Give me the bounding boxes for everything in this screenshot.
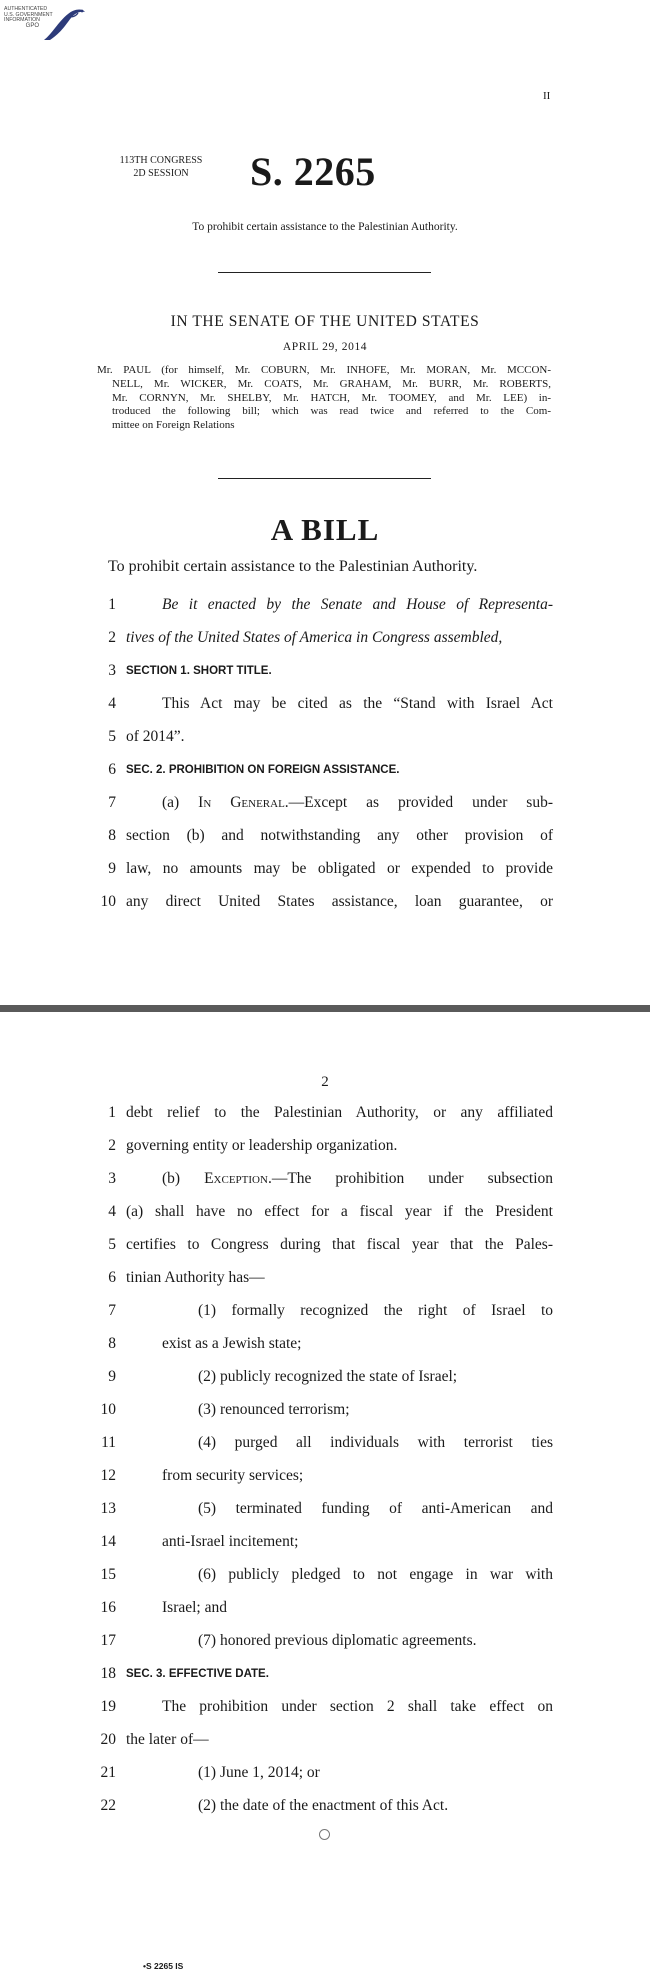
subsection-text: tinian Authority has— xyxy=(126,1269,265,1286)
line-number: 5 xyxy=(108,1236,116,1253)
paragraph-text: (1) formally recognized the right of Israel to xyxy=(198,1302,553,1319)
subsection-text: governing entity or leadership organization. xyxy=(126,1137,398,1154)
subsection-text: debt relief to the Palestinian Authority, or any affiliated xyxy=(126,1104,553,1121)
line-number: 6 xyxy=(108,761,116,778)
section-heading: SECTION 1. SHORT TITLE. xyxy=(126,665,272,677)
line-number: 10 xyxy=(100,1401,116,1418)
line-number: 14 xyxy=(100,1533,116,1550)
end-of-bill-circle-icon xyxy=(319,1829,330,1840)
line-number: 20 xyxy=(100,1731,116,1748)
subsection-text: law, no amounts may be obligated or expended to provide xyxy=(126,860,553,877)
line-number: 2 xyxy=(108,1137,116,1154)
sponsor-line: mittee on Foreign Relations xyxy=(112,419,235,432)
section-text: The prohibition under section 2 shall take effect on xyxy=(162,1698,553,1715)
section-heading: SEC. 3. EFFECTIVE DATE. xyxy=(126,1668,269,1680)
paragraph-text: exist as a Jewish state; xyxy=(162,1335,302,1352)
line-number: 11 xyxy=(101,1434,116,1451)
line-number: 16 xyxy=(100,1599,116,1616)
logo-line: GPO xyxy=(25,22,39,29)
bill-heading: A BILL xyxy=(270,512,380,547)
subsection-text: section (b) and notwithstanding any other provision of xyxy=(126,827,553,844)
enacting-clause: tives of the United States of America in Congress assembled, xyxy=(126,629,503,646)
bill-purpose: To prohibit certain assistance to the Palestinian Authority. xyxy=(192,221,458,233)
section-text: This Act may be cited as the “Stand with Israel Act xyxy=(162,695,553,712)
paragraph-text: (3) renounced terrorism; xyxy=(198,1401,350,1418)
line-number: 3 xyxy=(108,1170,116,1187)
paragraph-text: anti-Israel incitement; xyxy=(162,1533,299,1550)
paragraph-text: (1) June 1, 2014; or xyxy=(198,1764,320,1781)
footer-bill-code: •S 2265 IS xyxy=(143,1961,184,1971)
subsection-text: (a) shall have no effect for a fiscal year if the President xyxy=(126,1203,553,1220)
section-heading: SEC. 2. PROHIBITION ON FOREIGN ASSISTANCE. xyxy=(126,764,400,776)
line-number: 6 xyxy=(108,1269,116,1286)
paragraph-text: from security services; xyxy=(162,1467,304,1484)
bill-page-2 xyxy=(0,1012,650,1974)
line-number: 4 xyxy=(108,695,116,712)
logo-line: U.S. GOVERNMENT xyxy=(4,11,53,18)
line-number: 12 xyxy=(100,1467,116,1484)
eagle-icon xyxy=(38,4,88,44)
paragraph-text: (4) purged all individuals with terrorist ties xyxy=(198,1434,553,1451)
subsection-text: certifies to Congress during that fiscal year that the Pales- xyxy=(126,1236,553,1253)
line-number: 9 xyxy=(108,860,116,877)
line-number: 7 xyxy=(108,1302,116,1319)
line-number: 9 xyxy=(108,1368,116,1385)
line-number: 4 xyxy=(108,1203,116,1220)
sponsor-line: Mr. CORNYN, Mr. SHELBY, Mr. HATCH, Mr. TOOMEY, and Mr. LEE) in- xyxy=(112,391,551,404)
line-number: 5 xyxy=(108,728,116,745)
paragraph-text: (7) honored previous diplomatic agreements. xyxy=(198,1632,477,1649)
sponsor-line: troduced the following bill; which was read twice and referred to the Com- xyxy=(112,405,551,418)
line-number: 13 xyxy=(100,1500,116,1517)
enacting-clause: Be it enacted by the Senate and House of Representa- xyxy=(162,596,553,613)
line-number: 7 xyxy=(108,794,116,811)
congress-session xyxy=(96,154,226,180)
bill-number: S. 2265 xyxy=(250,149,376,194)
sponsor-line: NELL, Mr. WICKER, Mr. COATS, Mr. GRAHAM, Mr. BURR, Mr. ROBERTS, xyxy=(112,377,551,390)
line-number: 10 xyxy=(100,893,116,910)
line-number: 8 xyxy=(108,1335,116,1352)
subsection-text: any direct United States assistance, loan guarantee, or xyxy=(126,893,553,910)
congress-label: 113TH CONGRESS xyxy=(119,155,203,166)
chamber-heading: IN THE SENATE OF THE UNITED STATES xyxy=(170,313,480,330)
line-number: 2 xyxy=(108,629,116,646)
line-number: 3 xyxy=(108,662,116,679)
bill-title: To prohibit certain assistance to the Palestinian Authority. xyxy=(108,558,478,575)
introduction-date: APRIL 29, 2014 xyxy=(282,341,368,353)
logo-line: INFORMATION xyxy=(4,17,40,24)
divider-rule xyxy=(218,272,431,273)
session-label: 2D SESSION xyxy=(133,168,189,179)
paragraph-text: Israel; and xyxy=(162,1599,227,1616)
paragraph-text: (5) terminated funding of anti-American and xyxy=(198,1500,553,1517)
line-number: 18 xyxy=(100,1665,116,1682)
line-number: 21 xyxy=(100,1764,116,1781)
line-number: 22 xyxy=(100,1797,116,1814)
print-version: II xyxy=(543,90,551,102)
paragraph-text: (2) publicly recognized the state of Israel; xyxy=(198,1368,458,1385)
sponsor-line: Mr. PAUL (for himself, Mr. COBURN, Mr. INHOFE, Mr. MORAN, Mr. MCCON- xyxy=(97,364,551,376)
subsection-text: (b) Exception.—The prohibition under subsection xyxy=(162,1170,554,1187)
line-number: 15 xyxy=(100,1566,116,1583)
logo-line: AUTHENTICATED xyxy=(4,6,48,12)
divider-rule xyxy=(218,478,431,479)
gpo-authenticated-logo xyxy=(4,4,84,44)
line-number: 8 xyxy=(108,827,116,844)
page-number: 2 xyxy=(321,1074,329,1090)
line-number: 1 xyxy=(108,596,116,613)
page-separator xyxy=(0,1005,650,1012)
paragraph-text: (2) the date of the enactment of this Act. xyxy=(198,1797,449,1814)
subsection-text: (a) In General.—Except as provided under sub- xyxy=(162,794,554,811)
section-text: the later of— xyxy=(126,1731,209,1748)
line-number: 17 xyxy=(100,1632,116,1649)
sponsors-paragraph xyxy=(97,364,551,433)
paragraph-text: (6) publicly pledged to not engage in war with xyxy=(198,1566,553,1583)
line-number: 1 xyxy=(108,1104,116,1121)
line-number: 19 xyxy=(100,1698,116,1715)
section-text: of 2014”. xyxy=(126,728,185,745)
